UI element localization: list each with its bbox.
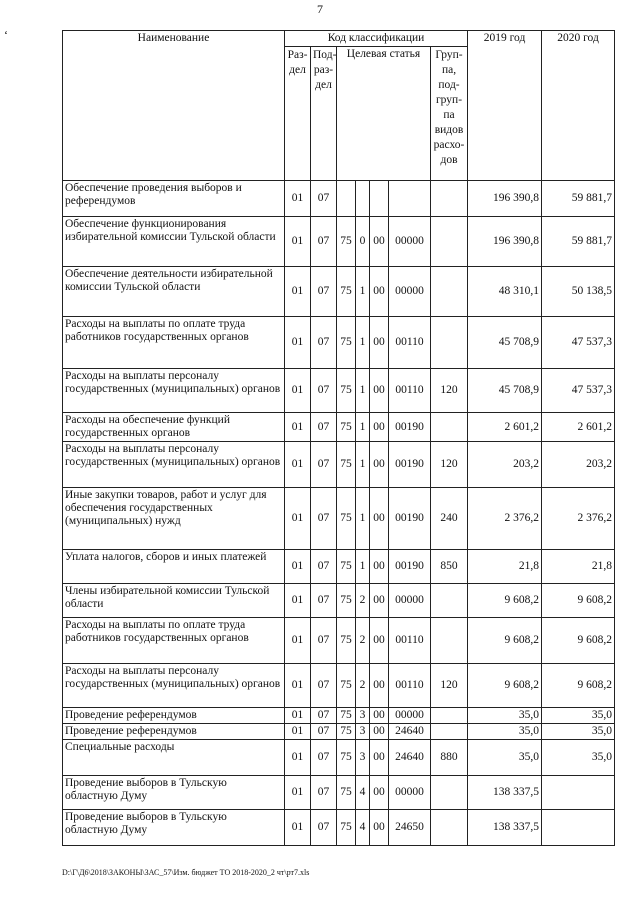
row-expense-type [431, 584, 468, 618]
row-program: 75 [337, 217, 356, 267]
row-razdel: 01 [285, 181, 311, 217]
row-razdel: 01 [285, 810, 311, 846]
margin-mark: ‘ [4, 28, 8, 42]
row-2020: 47 537,3 [542, 369, 615, 413]
row-2020: 203,2 [542, 442, 615, 488]
row-direction: 00 [370, 369, 389, 413]
row-program: 75 [337, 442, 356, 488]
row-2020: 35,0 [542, 724, 615, 740]
row-subprogram [356, 181, 370, 217]
row-podrazdel: 07 [311, 181, 337, 217]
table-row [63, 740, 615, 776]
row-article: 24640 [389, 724, 431, 740]
row-direction: 00 [370, 810, 389, 846]
row-direction: 00 [370, 442, 389, 488]
table-row [63, 217, 615, 267]
row-name: Расходы на обеспечение функций государственных органов [63, 413, 285, 442]
row-2019: 21,8 [468, 550, 542, 584]
row-2020: 2 376,2 [542, 488, 615, 550]
header-razdel: Раз- дел [287, 49, 308, 76]
row-direction: 00 [370, 488, 389, 550]
row-article: 00110 [389, 664, 431, 708]
row-2019: 196 390,8 [468, 181, 542, 217]
row-2019: 9 608,2 [468, 584, 542, 618]
row-program: 75 [337, 584, 356, 618]
row-article: 00000 [389, 708, 431, 724]
row-direction: 00 [370, 776, 389, 810]
row-expense-type [431, 724, 468, 740]
row-article: 00190 [389, 413, 431, 442]
row-podrazdel: 07 [311, 267, 337, 317]
row-expense-type [431, 708, 468, 724]
row-article: 24650 [389, 810, 431, 846]
row-program: 75 [337, 550, 356, 584]
row-program: 75 [337, 413, 356, 442]
row-podrazdel: 07 [311, 488, 337, 550]
row-article [389, 181, 431, 217]
row-expense-type [431, 317, 468, 369]
header-tselevaya: Целевая статья [337, 47, 431, 181]
table-row [63, 810, 615, 846]
page-number: 7 [317, 2, 323, 16]
table-row [63, 664, 615, 708]
table-body [63, 181, 615, 846]
row-name: Обеспечение проведения выборов и референдумов [63, 181, 285, 217]
table-row [63, 181, 615, 217]
row-direction: 00 [370, 217, 389, 267]
row-podrazdel: 07 [311, 217, 337, 267]
table-row [63, 369, 615, 413]
row-article: 00190 [389, 550, 431, 584]
row-name: Расходы на выплаты персоналу государственных (муниципальных) органов [63, 369, 285, 413]
row-direction: 00 [370, 317, 389, 369]
row-subprogram: 4 [356, 810, 370, 846]
table-row [63, 708, 615, 724]
header-2020: 2020 год [542, 31, 615, 181]
row-article: 00110 [389, 618, 431, 664]
row-program: 75 [337, 708, 356, 724]
row-subprogram: 1 [356, 442, 370, 488]
row-expense-type [431, 181, 468, 217]
row-2019: 45 708,9 [468, 317, 542, 369]
row-2020 [542, 776, 615, 810]
row-razdel: 01 [285, 267, 311, 317]
row-podrazdel: 07 [311, 740, 337, 776]
row-2020: 9 608,2 [542, 664, 615, 708]
row-expense-type [431, 618, 468, 664]
row-razdel: 01 [285, 369, 311, 413]
header-code-group: Код классификации [285, 31, 468, 47]
header-vid: Груп- па, под- груп- па видов расхо- дов [433, 49, 465, 166]
row-article: 00110 [389, 369, 431, 413]
row-2019: 2 376,2 [468, 488, 542, 550]
row-2020: 47 537,3 [542, 317, 615, 369]
table-row [63, 776, 615, 810]
row-2019: 9 608,2 [468, 664, 542, 708]
row-razdel: 01 [285, 618, 311, 664]
row-podrazdel: 07 [311, 776, 337, 810]
row-2019: 35,0 [468, 740, 542, 776]
row-article: 00110 [389, 317, 431, 369]
row-2019: 196 390,8 [468, 217, 542, 267]
row-name: Расходы на выплаты персоналу государственных (муниципальных) органов [63, 664, 285, 708]
row-program: 75 [337, 618, 356, 664]
row-subprogram: 1 [356, 369, 370, 413]
row-expense-type: 120 [431, 442, 468, 488]
row-2020: 9 608,2 [542, 584, 615, 618]
row-2020: 59 881,7 [542, 217, 615, 267]
row-podrazdel: 07 [311, 369, 337, 413]
row-expense-type: 240 [431, 488, 468, 550]
row-name: Проведение референдумов [63, 708, 285, 724]
row-subprogram: 2 [356, 664, 370, 708]
table-row [63, 584, 615, 618]
row-razdel: 01 [285, 776, 311, 810]
row-program [337, 181, 356, 217]
table-row [63, 317, 615, 369]
row-2019: 48 310,1 [468, 267, 542, 317]
table-row [63, 724, 615, 740]
table-row [63, 550, 615, 584]
row-subprogram: 3 [356, 708, 370, 724]
row-podrazdel: 07 [311, 724, 337, 740]
row-2019: 35,0 [468, 724, 542, 740]
row-expense-type: 120 [431, 664, 468, 708]
row-podrazdel: 07 [311, 413, 337, 442]
row-subprogram: 1 [356, 413, 370, 442]
row-podrazdel: 07 [311, 584, 337, 618]
row-program: 75 [337, 740, 356, 776]
row-2019: 138 337,5 [468, 810, 542, 846]
row-2020: 9 608,2 [542, 618, 615, 664]
table-row [63, 618, 615, 664]
row-expense-type [431, 217, 468, 267]
row-expense-type [431, 267, 468, 317]
row-program: 75 [337, 664, 356, 708]
row-podrazdel: 07 [311, 442, 337, 488]
row-expense-type: 850 [431, 550, 468, 584]
row-2019: 203,2 [468, 442, 542, 488]
row-razdel: 01 [285, 584, 311, 618]
row-subprogram: 1 [356, 550, 370, 584]
table-row [63, 442, 615, 488]
row-program: 75 [337, 776, 356, 810]
row-direction: 00 [370, 267, 389, 317]
row-article: 00000 [389, 776, 431, 810]
row-subprogram: 1 [356, 317, 370, 369]
row-podrazdel: 07 [311, 810, 337, 846]
row-article: 00190 [389, 442, 431, 488]
row-article: 00000 [389, 267, 431, 317]
row-2020: 59 881,7 [542, 181, 615, 217]
row-razdel: 01 [285, 488, 311, 550]
row-program: 75 [337, 724, 356, 740]
row-name: Проведение выборов в Тульскую областную Думу [63, 776, 285, 810]
row-expense-type [431, 776, 468, 810]
row-podrazdel: 07 [311, 550, 337, 584]
row-razdel: 01 [285, 550, 311, 584]
row-razdel: 01 [285, 724, 311, 740]
row-razdel: 01 [285, 317, 311, 369]
row-subprogram: 3 [356, 724, 370, 740]
row-program: 75 [337, 267, 356, 317]
row-name: Иные закупки товаров, работ и услуг для обеспечения государственных (муниципальных) нужд [63, 488, 285, 550]
row-subprogram: 1 [356, 488, 370, 550]
row-expense-type: 120 [431, 369, 468, 413]
row-direction: 00 [370, 584, 389, 618]
row-2020: 2 601,2 [542, 413, 615, 442]
row-direction: 00 [370, 708, 389, 724]
row-direction: 00 [370, 724, 389, 740]
row-name: Расходы на выплаты персоналу государственных (муниципальных) органов [63, 442, 285, 488]
row-name: Проведение референдумов [63, 724, 285, 740]
row-name: Члены избирательной комиссии Тульской области [63, 584, 285, 618]
row-subprogram: 0 [356, 217, 370, 267]
row-program: 75 [337, 369, 356, 413]
row-direction: 00 [370, 740, 389, 776]
row-direction: 00 [370, 618, 389, 664]
table-row [63, 488, 615, 550]
row-podrazdel: 07 [311, 708, 337, 724]
row-2020: 50 138,5 [542, 267, 615, 317]
row-podrazdel: 07 [311, 664, 337, 708]
row-2020: 21,8 [542, 550, 615, 584]
row-2019: 35,0 [468, 708, 542, 724]
row-program: 75 [337, 488, 356, 550]
row-2019: 9 608,2 [468, 618, 542, 664]
row-article: 00000 [389, 217, 431, 267]
row-subprogram: 4 [356, 776, 370, 810]
row-name: Специальные расходы [63, 740, 285, 776]
row-razdel: 01 [285, 708, 311, 724]
row-razdel: 01 [285, 442, 311, 488]
row-2019: 138 337,5 [468, 776, 542, 810]
row-direction: 00 [370, 413, 389, 442]
row-subprogram: 1 [356, 267, 370, 317]
row-razdel: 01 [285, 413, 311, 442]
budget-table [62, 30, 615, 846]
row-name: Расходы на выплаты по оплате труда работников государственных органов [63, 317, 285, 369]
row-podrazdel: 07 [311, 618, 337, 664]
row-article: 00000 [389, 584, 431, 618]
row-name: Уплата налогов, сборов и иных платежей [63, 550, 285, 584]
row-expense-type: 880 [431, 740, 468, 776]
row-razdel: 01 [285, 217, 311, 267]
row-direction: 00 [370, 664, 389, 708]
header-2019: 2019 год [468, 31, 542, 181]
row-name: Обеспечение функционирования избирательной комиссии Тульской области [63, 217, 285, 267]
row-2019: 2 601,2 [468, 413, 542, 442]
row-razdel: 01 [285, 740, 311, 776]
row-razdel: 01 [285, 664, 311, 708]
row-2020: 35,0 [542, 708, 615, 724]
row-2020: 35,0 [542, 740, 615, 776]
row-name: Проведение выборов в Тульскую областную Думу [63, 810, 285, 846]
header-podrazdel: Под- раз- дел [313, 49, 337, 91]
row-subprogram: 2 [356, 584, 370, 618]
row-subprogram: 3 [356, 740, 370, 776]
row-name: Обеспечение деятельности избирательной комиссии Тульской области [63, 267, 285, 317]
row-2020 [542, 810, 615, 846]
row-podrazdel: 07 [311, 317, 337, 369]
row-2019: 45 708,9 [468, 369, 542, 413]
row-program: 75 [337, 810, 356, 846]
row-program: 75 [337, 317, 356, 369]
row-article: 24640 [389, 740, 431, 776]
row-expense-type [431, 810, 468, 846]
row-article: 00190 [389, 488, 431, 550]
row-name: Расходы на выплаты по оплате труда работников государственных органов [63, 618, 285, 664]
header-name: Наименование [63, 31, 285, 181]
row-expense-type [431, 413, 468, 442]
table-row [63, 413, 615, 442]
row-direction [370, 181, 389, 217]
table-row [63, 267, 615, 317]
footer-path: D:\Г\Д6\2018\ЗАКОНЫ\ЗАС_57\Изм. бюджет ТО 2018-2020_2 чт\рт7.xls [62, 868, 310, 877]
row-subprogram: 2 [356, 618, 370, 664]
row-direction: 00 [370, 550, 389, 584]
